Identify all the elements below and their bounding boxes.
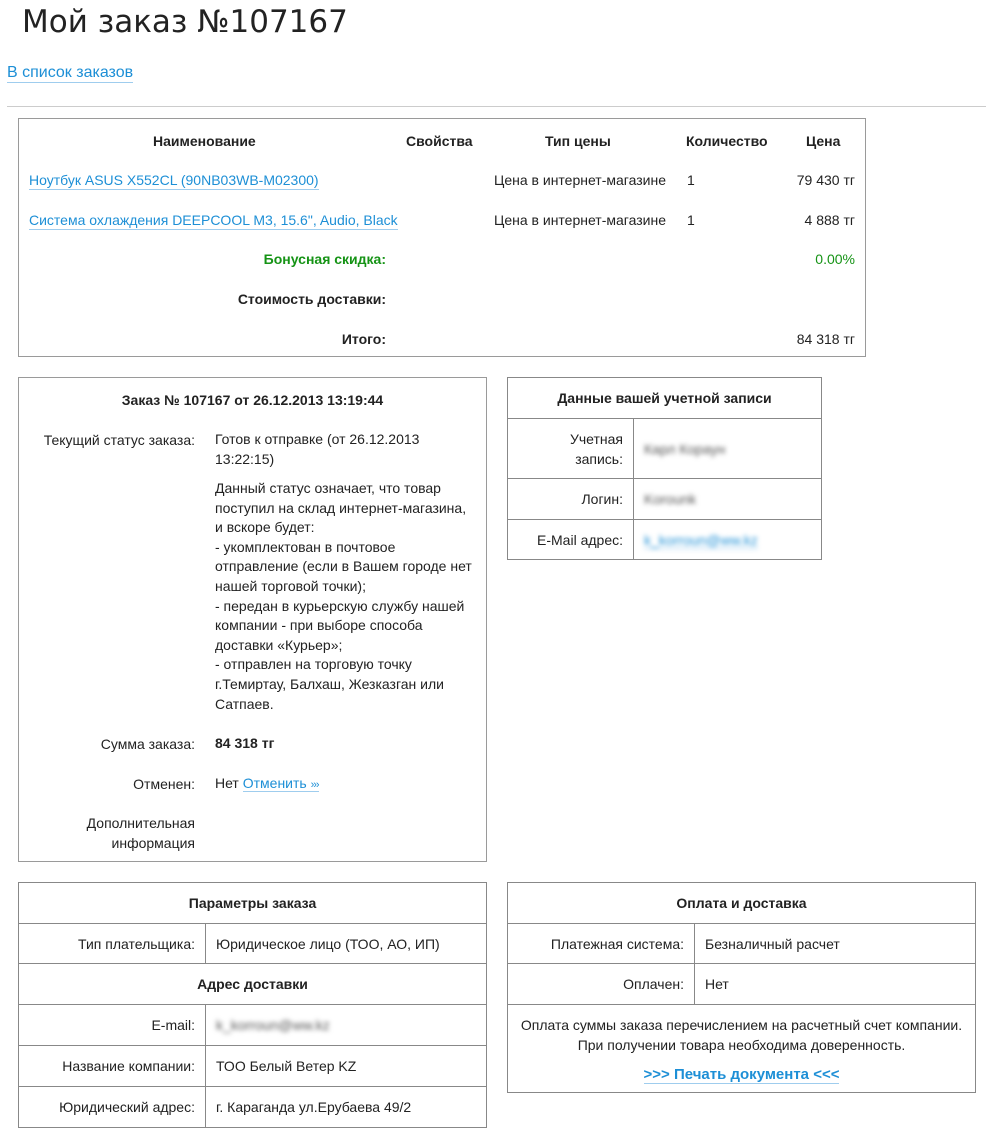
arrows-icon: ››› <box>310 779 319 791</box>
login-value: Korounk <box>644 491 697 507</box>
params-heading: Параметры заказа <box>19 883 487 924</box>
delivery-cost-label: Стоимость доставки: <box>237 291 386 307</box>
status-value: Готов к отправке (от 26.12.2013 13:22:15) <box>215 431 420 467</box>
account-table <box>507 377 822 560</box>
login-label: Логин: <box>508 479 634 520</box>
col-header-price-type: Тип цены <box>545 133 611 149</box>
total-value: 84 318 тг <box>796 331 855 347</box>
cancelled-value: Нет <box>215 775 239 791</box>
item-quantity: 1 <box>687 212 695 228</box>
payment-note: Оплата суммы заказа перечислением на расчетный счет компании. <box>520 1017 963 1033</box>
extra-info-label: Дополнительная информация <box>86 815 195 851</box>
payer-type-value: Юридическое лицо (ТОО, АО, ИП) <box>206 924 487 964</box>
address-email-label: E-mail: <box>19 1005 206 1046</box>
payer-type-label: Тип плательщика: <box>19 924 206 964</box>
order-items-table <box>18 118 866 357</box>
account-value: Карл Кораун <box>644 440 726 457</box>
item-price: 79 430 тг <box>796 172 855 188</box>
paid-value: Нет <box>695 964 976 1005</box>
order-info-panel <box>18 377 487 862</box>
back-to-orders-link[interactable]: В список заказов <box>7 64 134 81</box>
item-link-laptop[interactable]: Ноутбук ASUS X552CL (90NB03WB-M02300) <box>29 172 319 188</box>
col-header-price: Цена <box>806 133 841 149</box>
email-label: E-Mail адрес: <box>508 520 634 560</box>
payment-note: При получении товара необходима доверенность. <box>577 1037 906 1053</box>
payment-system-value: Безналичный расчет <box>695 924 976 964</box>
item-price: 4 888 тг <box>804 212 855 228</box>
email-link[interactable]: k_korroun@ww.kz <box>644 531 758 548</box>
payment-note-cell <box>508 1005 976 1093</box>
payment-delivery-table <box>507 882 976 1093</box>
payment-system-label: Платежная система: <box>508 924 695 964</box>
company-name-label: Название компании: <box>19 1046 206 1087</box>
email-value-cell <box>634 520 822 560</box>
item-link-cooler[interactable]: Система охлаждения DEEPCOOL M3, 15.6", Audio, Black <box>29 212 398 228</box>
order-sum-value: 84 318 тг <box>215 735 275 751</box>
item-price-type: Цена в интернет-магазине <box>494 212 666 228</box>
bonus-discount-value: 0.00% <box>815 251 855 267</box>
legal-address-label: Юридический адрес: <box>19 1087 206 1128</box>
bonus-discount-label: Бонусная скидка: <box>263 251 386 267</box>
cancelled-row <box>215 774 477 796</box>
account-label: Учетная запись: <box>508 419 634 479</box>
order-sum-label: Сумма заказа: <box>100 736 195 752</box>
address-email-value: k_korroun@ww.kz <box>216 1017 330 1033</box>
cancelled-label: Отменен: <box>133 776 195 792</box>
order-heading: Заказ № 107167 от 26.12.2013 13:19:44 <box>121 392 384 408</box>
status-description: Данный статус означает, что товар поступил на склад интернет-магазина, и вскоре будет: - укомплектован в почтовое отправление (если в Вашем городе нет нашей торговой точки); - передан в курьерскую службу нашей компании - при выборе способа доставки «Курьер»; - отправлен на торговую точку г.Темиртау, Балхаш, Жезказган или Сатпаев. <box>215 480 472 712</box>
item-quantity: 1 <box>687 172 695 188</box>
company-name-value: ТОО Белый Ветер KZ <box>206 1046 487 1087</box>
payment-heading: Оплата и доставка <box>508 883 976 924</box>
page-title: Мой заказ №107167 <box>22 4 348 40</box>
account-heading: Данные вашей учетной записи <box>508 378 822 419</box>
col-header-properties: Свойства <box>406 133 473 149</box>
item-price-type: Цена в интернет-магазине <box>494 172 666 188</box>
login-value-cell <box>634 479 822 520</box>
account-value-cell <box>634 419 822 479</box>
paid-label: Оплачен: <box>508 964 695 1005</box>
order-params-table <box>18 882 487 1128</box>
cancel-order-link[interactable]: Отменить ››› <box>242 775 319 791</box>
col-header-name: Наименование <box>153 133 256 149</box>
print-document-link[interactable]: >>> Печать документа <<< <box>643 1066 840 1083</box>
col-header-quantity: Количество <box>686 133 768 149</box>
divider <box>7 106 986 107</box>
delivery-address-heading: Адрес доставки <box>19 964 487 1005</box>
legal-address-value: г. Караганда ул.Ерубаева 49/2 <box>206 1087 487 1128</box>
address-email-cell <box>206 1005 487 1046</box>
total-label: Итого: <box>341 331 386 347</box>
status-label: Текущий статус заказа: <box>43 432 195 448</box>
